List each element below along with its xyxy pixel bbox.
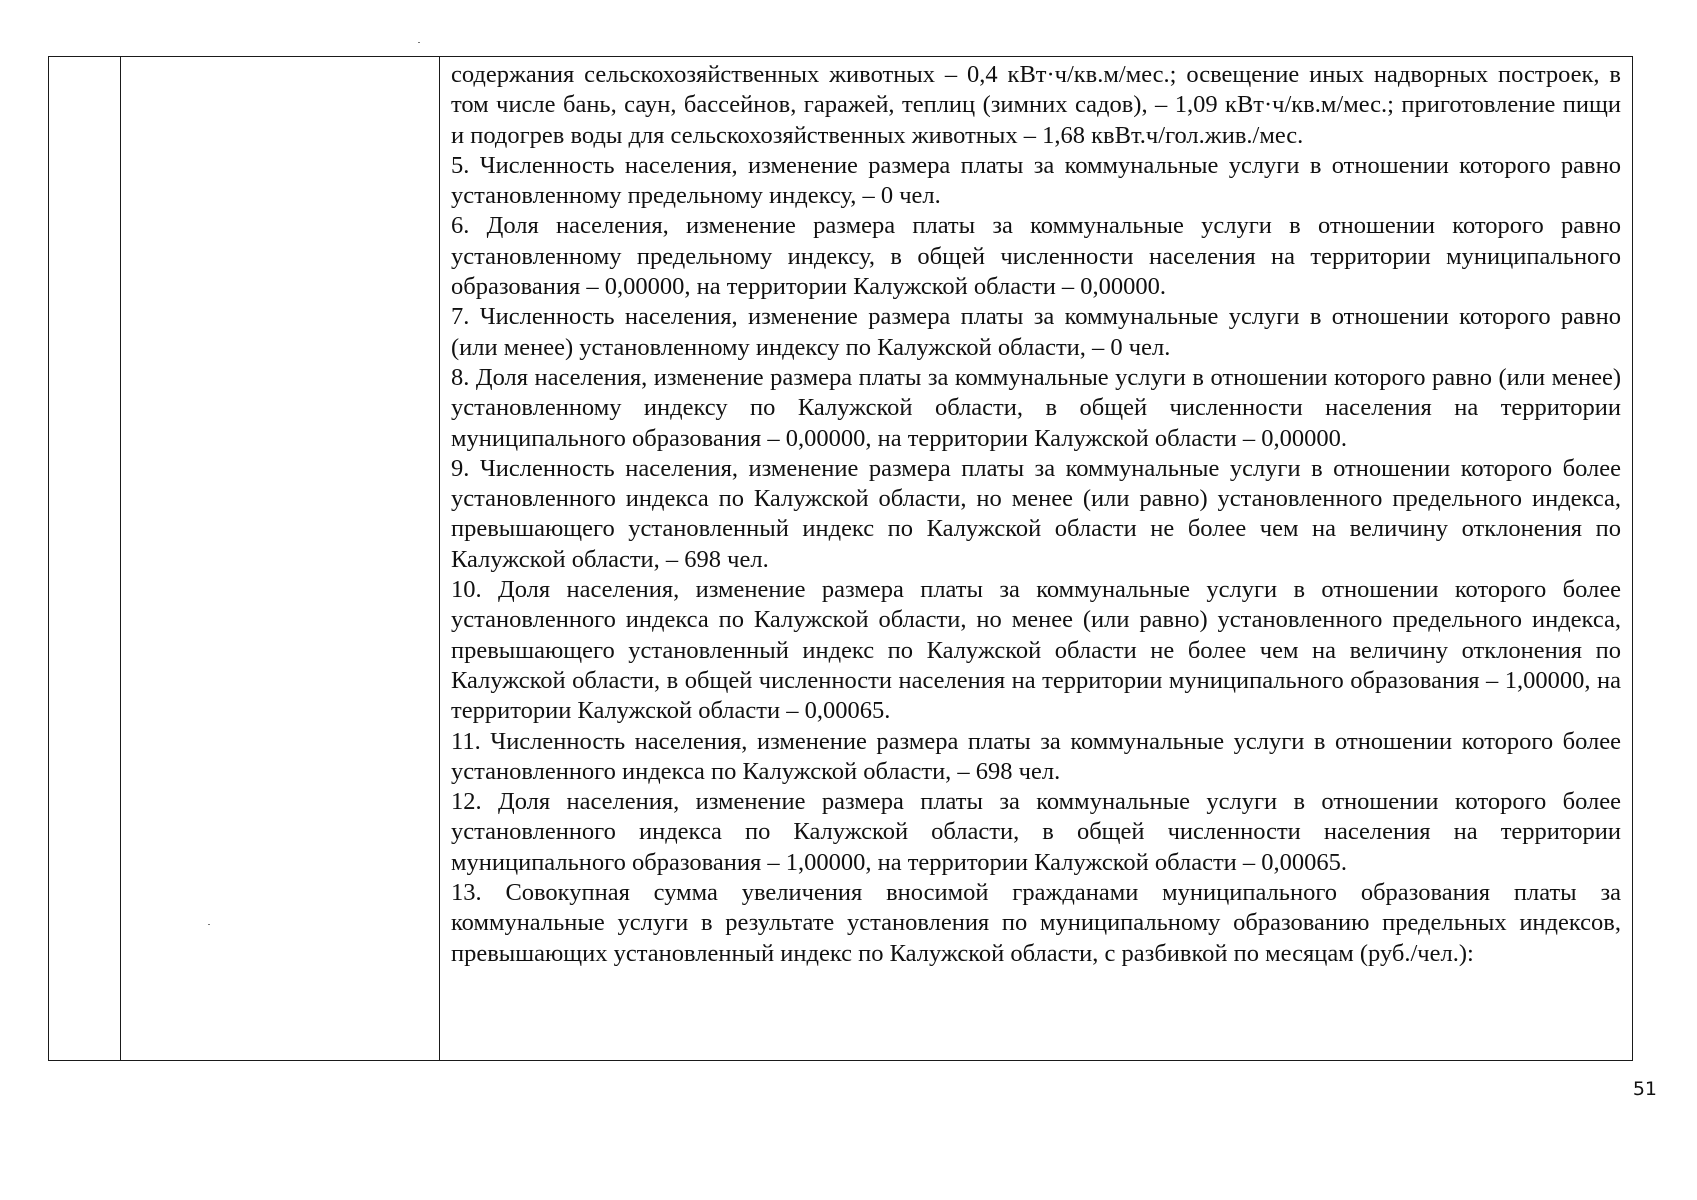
paragraph-10: 10. Доля населения, изменение размера платы за коммунальные услуги в отношении которого более установленного индекса по Калужской области, но менее (или равно) установленного предельного индекса, превышающего установленный индекс по Калужской области не более чем на величину отклонения по Калужской области, в общей численности населения на территории муниципального образования – 1,00000, на территории Калужской области – 0,00065. (451, 576, 1621, 725)
paragraph-5: 5. Численность населения, изменение размера платы за коммунальные услуги в отношении которого равно установленному предельному индексу, – 0 чел. (451, 151, 1621, 210)
page-number: 51 (1632, 1078, 1657, 1100)
paragraph-11: 11. Численность населения, изменение размера платы за коммунальные услуги в отношении которого более установленного индекса по Калужской области, – 698 чел. (451, 727, 1621, 785)
table-column-divider-2 (439, 57, 440, 1060)
paragraph-12: 12. Доля населения, изменение размера платы за коммунальные услуги в отношении которого более установленного индекса по Калужской области, в общей численности населения на территории муниципального образования – 1,00000, на территории Калужской области – 0,00065. (451, 788, 1621, 876)
table-text-cell (451, 60, 1621, 969)
paragraph-13: 13. Совокупная сумма увеличения вносимой гражданами муниципального образования платы за коммунальные услуги в результате установления по муниципальному образованию предельных индексов, превышающих установленный индекс по Калужской области, с разбивкой по месяцам (руб./чел.): (451, 879, 1621, 967)
table-column-divider-1 (120, 57, 121, 1060)
paragraph-7: 7. Численность населения, изменение размера платы за коммунальные услуги в отношении которого равно (или менее) установленному индексу по Калужской области, – 0 чел. (451, 303, 1621, 361)
paragraph-continuation: содержания сельскохозяйственных животных – 0,4 кВт·ч/кв.м/мес.; освещение иных надворных построек, в том числе бань, саун, бассейнов, гаражей, теплиц (зимних садов), – 1,09 кВт·ч/кв.м/мес.; приготовление пищи и подогрев воды для сельскохозяйственных животных – 1,68 квВт.ч/гол.жив./мес. (451, 61, 1621, 149)
scan-speck (418, 42, 420, 43)
paragraph-6: 6. Доля населения, изменение размера платы за коммунальные услуги в отношении которого равно установленному предельному индексу, в общей численности населения на территории муниципального образования – 0,00000, на территории Калужской области – 0,00000. (451, 212, 1621, 301)
scan-speck (208, 924, 210, 925)
document-table (48, 56, 1633, 1061)
paragraph-9: 9. Численность населения, изменение размера платы за коммунальные услуги в отношении которого более установленного индекса по Калужской области, но менее (или равно) установленного предельного индекса, превышающего установленный индекс по Калужской области не более чем на величину отклонения по Калужской области, – 698 чел. (451, 454, 1621, 573)
paragraph-8: 8. Доля населения, изменение размера платы за коммунальные услуги в отношении которого равно (или менее) установленному индексу по Калужской области, в общей численности населения на территории муниципального образования – 0,00000, на территории Калужской области – 0,00000. (451, 363, 1621, 452)
